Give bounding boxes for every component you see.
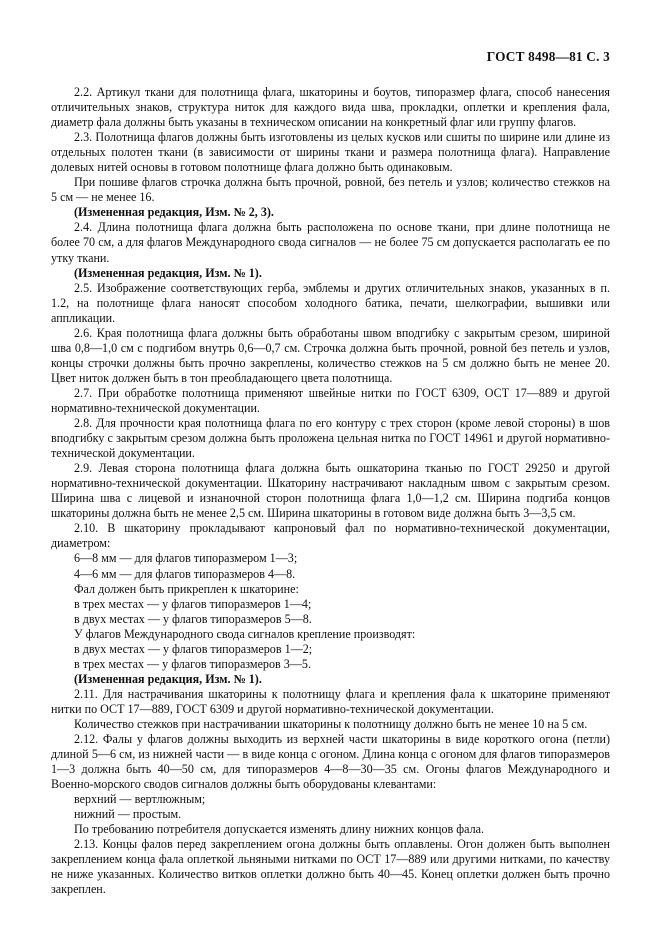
body-paragraph: Количество стежков при настрачивании шкаторины к полотнищу должно быть не менее 10 на 5 см. [74, 716, 588, 731]
list-item: По требованию потребителя допускается изменять длину нижних концов фала. [74, 822, 485, 837]
body-paragraph: 2.8. Для прочности края полотнища флага по его контуру с трех сторон (кроме левой стороны) в шов вподгибку с закрытым срезом должна быть проложена цельная нитка по ГОСТ 14961 и другой нормативно-технической документации. [51, 416, 610, 461]
list-item: нижний — простым. [74, 807, 182, 822]
list-item: в трех местах — у флагов типоразмеров 3—5. [74, 656, 311, 671]
body-paragraph: 2.11. Для настрачивания шкаторины к полотнищу флага и крепления фала к шкаторине применяют нитки по ОСТ 17—889, ГОСТ 6309 и другой нормативно-технической документации. [51, 686, 610, 716]
list-item: 6—8 мм — для флагов типоразмером 1—3; [74, 551, 298, 566]
body-paragraph: При пошиве флагов строчка должна быть прочной, ровной, без петель и узлов; количество стежков на 5 см — не менее 16. [51, 175, 610, 205]
revision-note: (Измененная редакция, Изм. № 2, 3). [74, 205, 274, 220]
list-item: в трех местах — у флагов типоразмеров 1—4; [74, 596, 312, 611]
document-body [51, 85, 610, 898]
list-item: верхний — вертлюжным; [74, 792, 206, 807]
revision-note: (Измененная редакция, Изм. № 1). [74, 265, 262, 280]
page-header-standard-id: ГОСТ 8498—81 С. 3 [486, 49, 610, 64]
body-paragraph: 2.4. Длина полотнища флага должна быть расположена по основе ткани, при длине полотнища не более 70 см, а для флагов Международного свода сигналов — не более 75 см допускается располагать ее по утку ткани. [51, 220, 610, 265]
list-item: Фал должен быть прикреплен к шкаторине: [74, 581, 299, 596]
list-item: 4—6 мм — для флагов типоразмеров 4—8. [74, 566, 296, 581]
list-item: в двух местах — у флагов типоразмеров 1—2; [74, 641, 313, 656]
body-paragraph: 2.7. При обработке полотнища применяют швейные нитки по ГОСТ 6309, ОСТ 17—889 и другой нормативно-технической документации. [51, 385, 610, 415]
revision-note: (Измененная редакция, Изм. № 1). [74, 671, 262, 686]
body-paragraph: 2.3. Полотнища флагов должны быть изготовлены из целых кусков или сшиты по ширине или длине из отдельных полотен ткани (в зависимости от ширины ткани и размера полотнища флага). Направление долевых нитей основы в готовом полотнище флага должно быть одинаковым. [51, 130, 610, 175]
list-item: в двух местах — у флагов типоразмеров 5—8. [74, 611, 312, 626]
body-paragraph: 2.2. Артикул ткани для полотнища флага, шкаторины и боутов, типоразмер флага, способ нанесения отличительных знаков, структура ниток для каждого вида шва, прокладки, оплетки и крепления фала, диаметр фала должны быть указаны в техническом описании на конкретный флаг или группу флагов. [51, 85, 610, 130]
body-paragraph: 2.10. В шкаторину прокладывают капроновый фал по нормативно-технической документации, диаметром: [51, 521, 610, 551]
body-paragraph: 2.6. Края полотнища флага должны быть обработаны швом вподгибку с закрытым срезом, шириной шва 0,8—1,0 см с подгибом внутрь 0,6—0,7 см. Строчка должна быть прочной, ровной без петель и узлов, концы строчки должны быть прочно закреплены, количество стежков на 5 см должно быть не менее 20. Цвет ниток должен быть в тон преобладающего цвета полотнища. [51, 325, 610, 385]
body-paragraph: 2.13. Концы фалов перед закреплением огона должны быть оплавлены. Огон должен быть выполнен закреплением конца фала оплеткой льняными нитками по ОСТ 17—889 или другими нитками, по качеству не ниже указанных. Количество витков оплетки должно быть 40—45. Конец оплетки должен быть прочно закреплен. [51, 837, 610, 897]
body-paragraph: 2.5. Изображение соответствующих герба, эмблемы и других отличительных знаков, указанных в п. 1.2, на полотнище флага наносят способом холодного батика, печати, шелкографии, вышивки или аппликации. [51, 280, 610, 325]
list-item: У флагов Международного свода сигналов крепление производят: [74, 626, 416, 641]
body-paragraph: 2.12. Фалы у флагов должны выходить из верхней части шкаторины в виде короткого огона (петли) длиной 5—6 см, из нижней части — в виде конца с огоном. Длина конца с огоном для флагов типоразмеров 1—3 должна быть 40—50 см, для типоразмеров 4—8—30—35 см. Огоны флагов Международного и Военно-морского сводов сигналов должны быть оборудованы клевантами: [51, 732, 610, 792]
body-paragraph: 2.9. Левая сторона полотнища флага должна быть ошкаторина тканью по ГОСТ 29250 и другой нормативно-технической документации. Шкаторину настрачивают накладным швом с закрытым срезом. Ширина шва с лицевой и изнаночной сторон полотнища флага 1,0—1,2 см. Ширина подгиба концов шкаторины должна быть не менее 2,5 см. Ширина шкаторины в готовом виде должна быть 3—3,5 см. [51, 461, 610, 521]
